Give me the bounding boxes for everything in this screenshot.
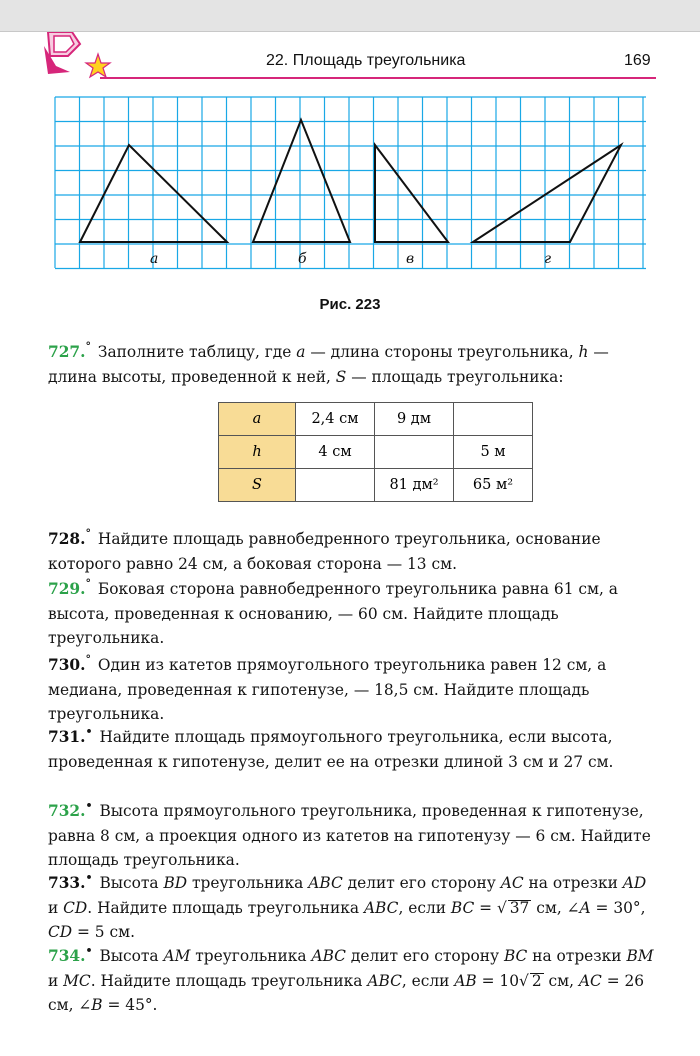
problem-number: 732. <box>48 802 86 820</box>
header-rule <box>100 77 656 79</box>
table-cell <box>454 403 533 436</box>
table-cell: 5 м <box>454 436 533 469</box>
triangle-v <box>375 145 448 242</box>
table-row <box>219 469 533 502</box>
problem-731: 731.• Найдите площадь прямоугольного треугольника, если высота, проведенная к гипотенузе, делит ее на отрезки длиной 3 см и 27 см. <box>48 725 614 771</box>
table-cell: 81 дм² <box>375 469 454 502</box>
problem-text: Боковая сторона равнобедренного треугольника равна 61 см, а высота, проведенная к основанию, — 60 см. Найдите площадь треугольника. <box>48 580 618 647</box>
row-label: S <box>219 469 296 502</box>
problem-727: 727.° Заполните таблицу, где a — длина стороны треугольника, h — длина высоты, проведенной к ней, S — площадь треугольника: <box>48 340 609 386</box>
problem-734: 734.• Высота AM треугольника ABC делит его сторону BC на отрезки BM и MC. Найдите площадь треугольника ABC, если AB = 10√ 2 см, AC = 26 см, ∠B = 45°. <box>48 944 654 1014</box>
table-cell: 9 дм <box>375 403 454 436</box>
table-cell: 4 см <box>296 436 375 469</box>
table-cell <box>296 469 375 502</box>
problem-730: 730.° Один из катетов прямоугольного треугольника равен 12 см, а медиана, проведенная к гипотенузе, — 18,5 см. Найдите площадь треугольника. <box>48 653 607 723</box>
viewer-top-bar <box>0 0 700 32</box>
values-table <box>218 402 533 502</box>
problem-729: 729.° Боковая сторона равнобедренного треугольника равна 61 см, а высота, проведенная к основанию, — 60 см. Найдите площадь треугольника. <box>48 577 618 647</box>
difficulty-mark: ° <box>85 340 91 353</box>
problem-728: 728.° Найдите площадь равнобедренного треугольника, основание которого равно 24 см, а боковая сторона — 13 см. <box>48 527 601 573</box>
table-row <box>219 403 533 436</box>
table-cell: 2,4 см <box>296 403 375 436</box>
table-cell: 65 м² <box>454 469 533 502</box>
sqrt-radicand: 2 <box>531 971 542 990</box>
problem-733: 733.• Высота BD треугольника ABC делит его сторону AC на отрезки AD и CD. Найдите площадь треугольника ABC, если BC = √ 37 см, ∠A = 30°, CD = 5 см. <box>48 871 647 941</box>
triangle-b <box>253 120 350 242</box>
chapter-logo-icon <box>40 32 120 92</box>
figure-caption: Рис. 223 <box>319 296 381 313</box>
row-label: a <box>219 403 296 436</box>
label-g: г <box>544 251 552 267</box>
section-title: 22. Площадь треугольника <box>266 52 466 69</box>
problem-number: 729. <box>48 580 86 598</box>
problem-text: Высота прямоугольного треугольника, проведенная к гипотенузе, равна 8 см, а проекция одного из катетов на гипотенузу — 6 см. Найдите площадь треугольника. <box>48 802 651 869</box>
problem-text: Найдите площадь прямоугольного треугольника, если высота, проведенная к гипотенузе, делит ее на отрезки длиной 3 см и 27 см. <box>48 728 614 771</box>
problem-number: 731. <box>48 728 86 746</box>
label-a: а <box>150 251 159 267</box>
label-v: в <box>406 251 415 267</box>
problem-number: 730. <box>48 656 86 674</box>
textbook-page <box>0 32 700 1056</box>
figure-223-grid <box>54 96 648 272</box>
table-row <box>219 436 533 469</box>
problem-number: 727. <box>48 343 86 361</box>
triangle-g <box>473 145 621 242</box>
table-cell <box>375 436 454 469</box>
problem-number: 734. <box>48 947 86 965</box>
page-number: 169 <box>624 52 651 69</box>
problem-number: 733. <box>48 874 86 892</box>
problem-text: Один из катетов прямоугольного треугольника равен 12 см, а медиана, проведенная к гипотенузе, — 18,5 см. Найдите площадь треугольника. <box>48 656 607 723</box>
triangles <box>80 120 621 242</box>
problem-text: Найдите площадь равнобедренного треугольника, основание которого равно 24 см, а боковая сторона — 13 см. <box>48 530 601 573</box>
problem-number: 728. <box>48 530 86 548</box>
problem-732: 732.• Высота прямоугольного треугольника, проведенная к гипотенузе, равна 8 см, а проекция одного из катетов на гипотенузу — 6 см. Найдите площадь треугольника. <box>48 799 651 869</box>
sqrt-radicand: 37 <box>509 898 530 917</box>
label-b: б <box>298 251 307 267</box>
row-label: h <box>219 436 296 469</box>
